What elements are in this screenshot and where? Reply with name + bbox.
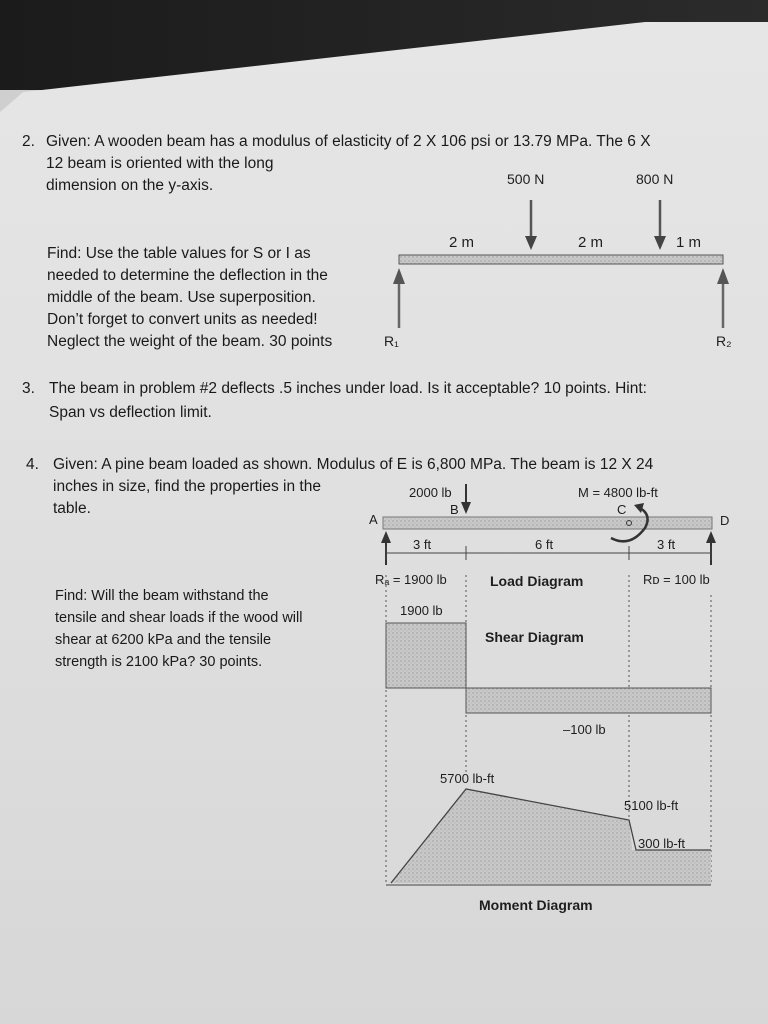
p4-point-c: C: [617, 502, 627, 517]
p2-load-500-arrowhead: [525, 236, 537, 250]
p4-load-label: 2000 lb: [409, 485, 452, 500]
p4-span-3-label: 3 ft: [657, 537, 676, 552]
p4-find-line-3: shear at 6200 kPa and the tensile: [55, 632, 272, 648]
p4-given-line-2: inches in size, find the properties in the: [53, 478, 321, 495]
p2-find-line-1: Find: Use the table values for S or I as: [47, 245, 311, 262]
p3-line-2: Span vs deflection limit.: [49, 404, 212, 421]
shear-negative-region: [466, 688, 711, 713]
shear-diagram-title: Shear Diagram: [485, 629, 584, 645]
p2-r1-arrowhead: [393, 268, 405, 284]
p4-number: 4.: [26, 456, 39, 473]
p2-load-800-arrowhead: [654, 236, 666, 250]
p4-find-line-1: Find: Will the beam withstand the: [55, 588, 269, 604]
p2-find-line-4: Don’t forget to convert units as needed!: [47, 311, 318, 328]
p4-point-d: D: [720, 513, 730, 528]
p4-ra-arrowhead: [381, 531, 391, 543]
p4-span-2-label: 6 ft: [535, 537, 554, 552]
p4-ra-label: Rₐ = 1900 lb: [375, 572, 447, 587]
p3-line-1: The beam in problem #2 deflects .5 inches under load. Is it acceptable? 10 points. Hint:: [49, 380, 647, 397]
p3-number: 3.: [22, 380, 35, 397]
moment-b-label: 5700 lb-ft: [440, 771, 495, 786]
p2-r2-label: R₂: [716, 333, 732, 349]
p4-point-b: B: [450, 502, 459, 517]
shear-negative-label: –100 lb: [563, 722, 606, 737]
p4-find-line-2: tensile and shear loads if the wood will: [55, 610, 303, 626]
p4-shear-diagram: [386, 603, 711, 737]
shear-positive-label: 1900 lb: [400, 603, 443, 618]
moment-c-right-label: 300 lb-ft: [638, 836, 685, 851]
p4-given-line-3: table.: [53, 500, 91, 517]
moment-c-left-label: 5100 lb-ft: [624, 798, 679, 813]
p4-point-a: A: [369, 512, 378, 527]
p4-moment-diagram: [386, 771, 711, 913]
p4-moment-label: M = 4800 lb-ft: [578, 485, 658, 500]
p2-beam-figure: [384, 171, 732, 349]
p2-find-line-3: middle of the beam. Use superposition.: [47, 289, 316, 306]
p4-beam: [383, 517, 712, 529]
p4-span-1-label: 3 ft: [413, 537, 432, 552]
p2-span-3-label: 1 m: [676, 234, 702, 251]
p2-span-1-label: 2 m: [449, 234, 475, 251]
p4-find-line-4: strength is 2100 kPa? 30 points.: [55, 654, 263, 670]
p4-load-arrowhead: [461, 502, 471, 514]
p2-beam: [399, 255, 723, 264]
p2-number: 2.: [22, 133, 35, 150]
p2-r2-arrowhead: [717, 268, 729, 284]
p2-given-line-2: 12 beam is oriented with the long: [46, 155, 274, 172]
p2-given-line-1: Given: A wooden beam has a modulus of elasticity of 2 X 106 psi or 13.79 MPa. The 6 X: [46, 133, 651, 150]
moment-diagram-title: Moment Diagram: [479, 897, 593, 913]
p4-rd-arrowhead: [706, 531, 716, 543]
p2-given-line-3: dimension on the y-axis.: [46, 177, 214, 194]
p2-span-2-label: 2 m: [578, 234, 604, 251]
moment-right-region: [629, 850, 711, 885]
p2-load-500-label: 500 N: [507, 171, 545, 187]
p4-moment-arrowhead: [634, 503, 644, 513]
p4-rd-label: Rᴅ = 100 lb: [643, 572, 710, 587]
p4-load-diagram: [369, 484, 729, 589]
p4-given-line-1: Given: A pine beam loaded as shown. Modulus of E is 6,800 MPa. The beam is 12 X 24: [53, 456, 654, 473]
p2-find-line-5: Neglect the weight of the beam. 30 points: [47, 333, 333, 350]
p2-find-line-2: needed to determine the deflection in the: [47, 267, 328, 284]
shear-positive-region: [386, 623, 466, 688]
p4-load-diagram-title: Load Diagram: [490, 573, 584, 589]
p2-r1-label: R₁: [384, 333, 399, 349]
p2-load-800-label: 800 N: [636, 171, 674, 187]
